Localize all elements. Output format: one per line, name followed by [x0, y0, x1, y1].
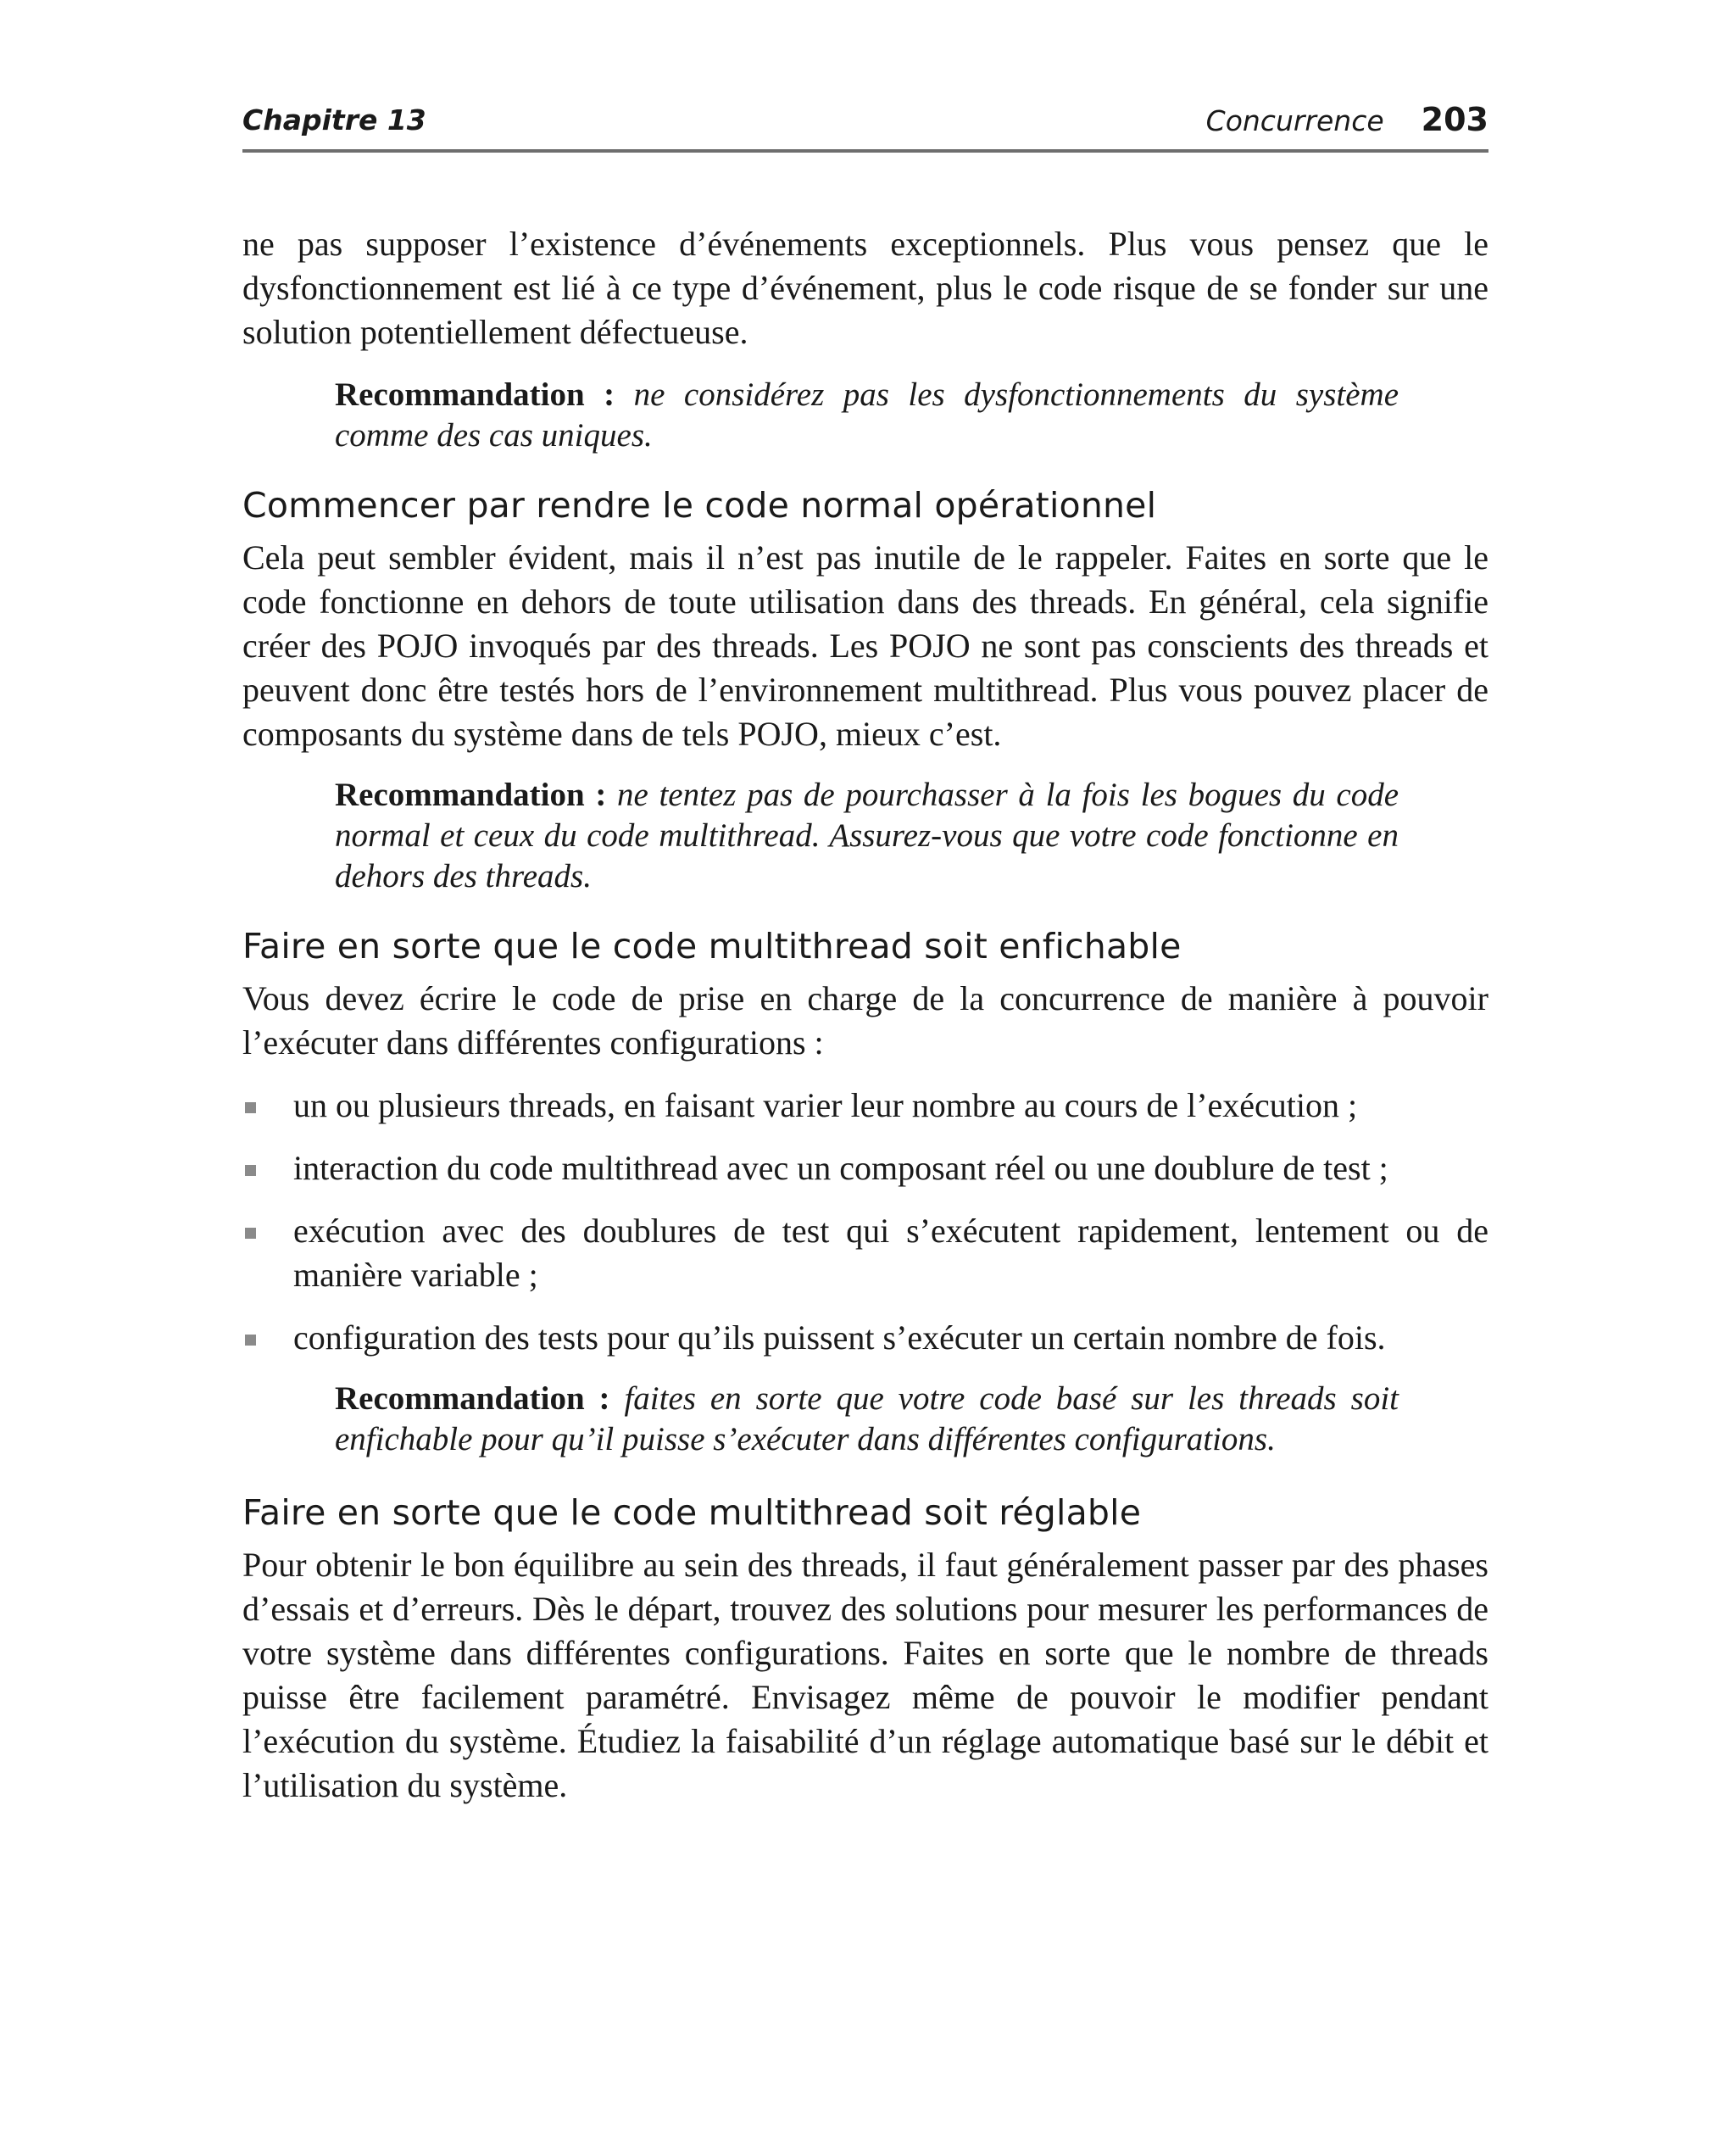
section-heading: Faire en sorte que le code multithread soit réglable: [242, 1492, 1142, 1533]
recommendation-box: [335, 775, 1399, 897]
section-heading: Commencer par rendre le code normal opérationnel: [242, 485, 1157, 526]
bullet-list: [242, 1084, 1488, 1360]
list-item: [242, 1146, 1488, 1190]
section-paragraph: Cela peut sembler évident, mais il n’est pas inutile de le rappeler. Faites en sorte que le code fonctionne en dehors de toute utilisation dans des threads. En général, cela signifie créer des POJO invoqués par des threads. Les POJO ne sont pas conscients des threads et peuvent donc être testés hors de l’environnement multithread. Plus vous pouvez placer de composants du système dans de tels POJO, mieux c’est.: [242, 538, 1488, 753]
recommendation-box: [335, 375, 1399, 456]
list-item: [242, 1316, 1488, 1360]
recommendation-text: faites en sorte que votre code basé sur les threads soit enfichable pour qu’il puisse s’exécuter dans différentes configurations.: [335, 1380, 1399, 1457]
bullet-square-icon: [245, 1165, 256, 1176]
list-item: [242, 1084, 1488, 1128]
list-item: [242, 1209, 1488, 1297]
section-heading: Faire en sorte que le code multithread soit enfichable: [242, 926, 1182, 967]
bullet-square-icon: [245, 1335, 256, 1346]
page-number: 203: [1421, 101, 1488, 138]
header-rule: [242, 149, 1488, 153]
section-paragraph: Pour obtenir le bon équilibre au sein des threads, il faut généralement passer par des phases d’essais et d’erreurs. Dès le départ, trouvez des solutions pour mesurer les performances de votre système dans différentes configurations. Faites en sorte que le nombre de threads puisse être facilement paramétré. Envisagez même de pouvoir le modifier pendant l’exécution du système. Étudiez la faisabilité d’un réglage automatique basé sur le débit et l’utilisation du système.: [242, 1546, 1488, 1804]
list-item-text: un ou plusieurs threads, en faisant varier leur nombre au cours de l’exécution ;: [293, 1086, 1358, 1124]
recommendation-text: ne tentez pas de pourchasser à la fois les bogues du code normal et ceux du code multithread. Assurez-vous que votre code fonctionne en dehors des threads.: [335, 777, 1399, 894]
section-paragraph: Vous devez écrire le code de prise en charge de la concurrence de manière à pouvoir l’exécuter dans différentes configurations :: [242, 979, 1488, 1062]
intro-paragraph: ne pas supposer l’existence d’événements exceptionnels. Plus vous pensez que le dysfonctionnement est lié à ce type d’événement, plus le code risque de se fonder sur une solution potentiellement défectueuse.: [242, 225, 1488, 351]
list-item-text: configuration des tests pour qu’ils puissent s’exécuter un certain nombre de fois.: [293, 1318, 1386, 1357]
list-item-text: exécution avec des doublures de test qui s’exécutent rapidement, lentement ou de manière variable ;: [293, 1212, 1488, 1294]
page-content: [242, 222, 1488, 1808]
bullet-square-icon: [245, 1102, 256, 1113]
running-header-chapter: Chapitre 13: [242, 103, 426, 137]
recommendation-label: Recommandation :: [335, 777, 607, 813]
running-header-section: Concurrence: [1205, 104, 1384, 137]
list-item-text: interaction du code multithread avec un composant réel ou une doublure de test ;: [293, 1149, 1388, 1187]
bullet-square-icon: [245, 1228, 256, 1239]
recommendation-text: ne considérez pas les dysfonctionnements du système comme des cas uniques.: [335, 376, 1399, 454]
recommendation-box: [335, 1379, 1399, 1460]
recommendation-label: Recommandation :: [335, 376, 615, 413]
running-header-right: [1206, 100, 1488, 146]
recommendation-label: Recommandation :: [335, 1380, 610, 1417]
